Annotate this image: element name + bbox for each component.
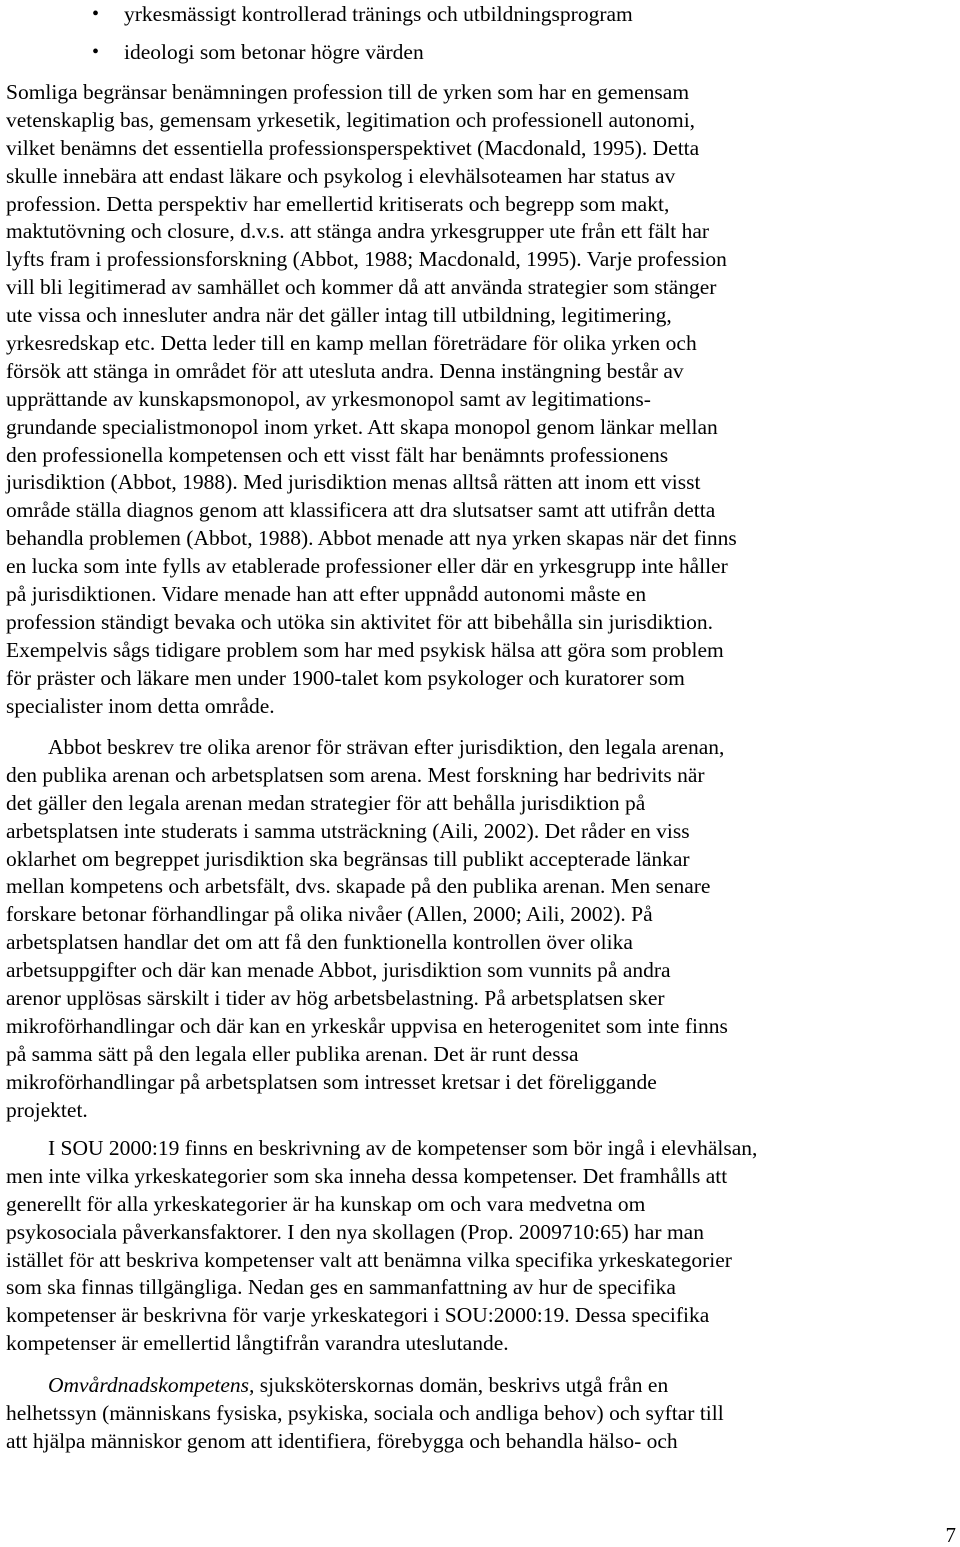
paragraph-professions [6,79,954,720]
paragraph-line: helhetssyn (människans fysiska, psykiska, sociala och andliga behov) och syftar till [6,1400,724,1425]
paragraph-sou [6,1135,954,1358]
paragraph-line: på jurisdiktionen. Vidare menade han att efter uppnådd autonomi måste en [6,582,647,607]
paragraph-line: specialister inom detta område. [6,693,275,718]
bullet-item [0,38,960,76]
paragraph-line: på samma sätt på den legala eller publika arenan. Det är runt dessa [6,1041,579,1066]
bullet-item [0,0,960,38]
paragraph-line: vetenskaplig bas, gemensam yrkesetik, legitimation och professionell autonomi, [6,107,696,132]
paragraph-line: I SOU 2000:19 finns en beskrivning av de kompetenser som bör ingå i elevhälsan, [48,1136,758,1160]
paragraph-line: maktutövning och closure, d.v.s. att stänga andra yrkesgrupper ute från ett fält har [6,219,710,244]
paragraph-line: projektet. [6,1097,88,1122]
paragraph-line: den professionella kompetensen och ett visst fält har benämnts professionens [6,442,669,467]
paragraph-arenas [6,734,954,1124]
paragraph-line: upprättande av kunskapsmonopol, av yrkesmonopol samt av legitimations- [6,386,651,411]
paragraph-line: yrkesredskap etc. Detta leder till en kamp mellan företrädare för olika yrken och [6,331,697,356]
paragraph-line: behandla problemen (Abbot, 1988). Abbot menade att nya yrken skapas när det finns [6,526,737,551]
paragraph-line: profession. Detta perspektiv har emellertid kritiserats och begrepp som makt, [6,191,670,216]
bullet-icon: • [92,3,100,25]
paragraph-line: istället för att beskriva kompetenser valt att benämna vilka specifika yrkeskategorier [6,1247,732,1272]
paragraph-line: kompetenser är beskrivna för varje yrkeskategori i SOU:2000:19. Dessa specifika [6,1303,710,1328]
paragraph-line: försök att stänga in området för att utesluta andra. Denna instängning består av [6,358,684,383]
paragraph-line: oklarhet om begreppet jurisdiktion ska begränsas till publikt accepterade länkar [6,846,690,871]
bullet-text: ideologi som betonar högre värden [124,40,424,64]
paragraph-line: ute vissa och innesluter andra när det gäller intag till utbildning, legitimering, [6,303,672,328]
paragraph-line: grundande specialistmonopol inom yrket. Att skapa monopol genom länkar mellan [6,414,718,439]
paragraph-line: psykosociala påverkansfaktorer. I den nya skollagen (Prop. 2009710:65) har man [6,1219,704,1244]
paragraph-line: arbetsplatsen inte studerats i samma utsträckning (Aili, 2002). Det råder en viss [6,818,690,843]
paragraph-line: mikroförhandlingar på arbetsplatsen som intresset kretsar i det föreliggande [6,1069,657,1094]
paragraph-line: arbetsplatsen handlar det om att få den funktionella kontrollen över olika [6,930,633,955]
paragraph-line: mellan kompetens och arbetsfält, dvs. skapade på den publika arenan. Men senare [6,874,711,899]
paragraph-line: generellt för alla yrkeskategorier är ha kunskap om och vara medvetna om [6,1191,646,1216]
paragraph-line: vilket benämns det essentiella professionsperspektivet (Macdonald, 1995). Detta [6,135,700,160]
paragraph-line: den publika arenan och arbetsplatsen som arena. Mest forskning har bedrivits när [6,762,705,787]
paragraph-line: kompetenser är emellertid långtifrån varandra uteslutande. [6,1331,509,1356]
paragraph-line: men inte vilka yrkeskategorier som ska inneha dessa kompetenser. Det framhålls att [6,1163,728,1188]
paragraph-line: Exempelvis sågs tidigare problem som har med psykisk hälsa att göra som problem [6,637,724,662]
paragraph-line: jurisdiktion (Abbot, 1988). Med jurisdiktion menas alltså rätten att inom ett visst [6,470,701,495]
paragraph-line: för präster och läkare men under 1900-talet kom psykologer och kuratorer som [6,665,685,690]
paragraph-line: lyfts fram i professionsforskning (Abbot, 1988; Macdonald, 1995). Varje profession [6,247,727,272]
paragraph-line: vill bli legitimerad av samhället och kommer då att använda strategier som stänger [6,275,717,300]
paragraph-line: mikroförhandlingar och där kan en yrkeskår uppvisa en heterogenitet som inte finns [6,1013,728,1038]
line-rest: sjuksköterskornas domän, beskrivs utgå från en [254,1373,669,1397]
page-number: 7 [945,1523,956,1547]
paragraph-line: arenor upplösas särskilt i tider av hög arbetsbelastning. På arbetsplatsen sker [6,986,665,1011]
paragraph-line: Abbot beskrev tre olika arenor för strävan efter jurisdiktion, den legala arenan, [48,735,725,759]
paragraph-line: skulle innebära att endast läkare och psykolog i elevhälsoteamen har status av [6,163,676,188]
bullet-list [0,0,960,76]
paragraph-line: det gäller den legala arenan medan strategier för att behålla jurisdiktion på [6,790,646,815]
paragraph-line: arbetsuppgifter och där kan menade Abbot, jurisdiktion som vunnits på andra [6,958,671,983]
paragraph-line [6,1372,954,1400]
bullet-icon: • [92,41,100,63]
paragraph-line: forskare betonar förhandlingar på olika nivåer (Allen, 2000; Aili, 2002). På [6,902,653,927]
paragraph-line: Somliga begränsar benämningen profession till de yrken som har en gemensam [6,80,690,104]
italic-term: Omvårdnadskompetens, [48,1373,255,1397]
paragraph-line: att hjälpa människor genom att identifiera, förebygga och behandla hälso- och [6,1428,678,1453]
paragraph-line: område ställa diagnos genom att klassificera att dra slutsatser samt att utifrån detta [6,498,716,523]
paragraph-line: som ska finnas tillgängliga. Nedan ges en sammanfattning av hur de specifika [6,1275,676,1300]
bullet-text: yrkesmässigt kontrollerad tränings och utbildningsprogram [124,2,633,26]
paragraph-line: profession ständigt bevaka och utöka sin aktivitet för att bibehålla sin jurisdiktion. [6,609,713,634]
paragraph-omvardnad [6,1372,954,1456]
paragraph-line: en lucka som inte fylls av etablerade professioner eller där en yrkesgrupp inte håller [6,554,728,579]
